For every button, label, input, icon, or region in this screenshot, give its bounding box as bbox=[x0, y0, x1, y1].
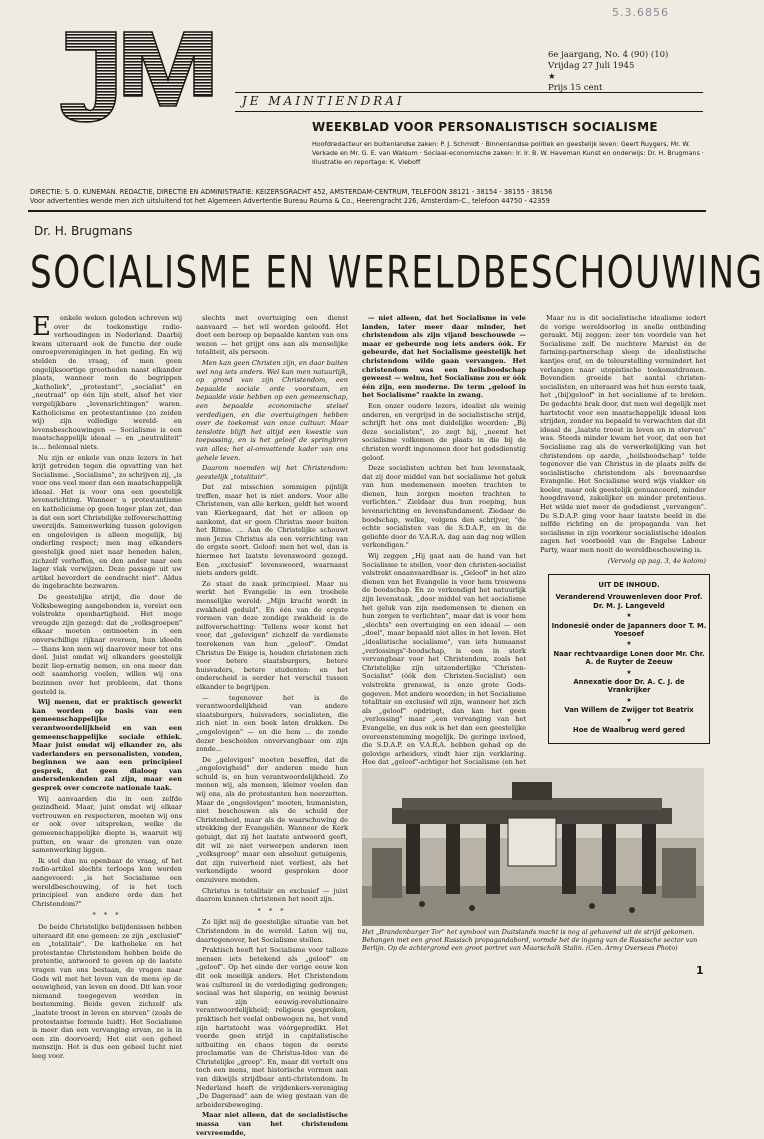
article-column-4 bbox=[540, 314, 706, 570]
contents-title: UIT DE INHOUD. bbox=[598, 581, 660, 589]
paragraph: Ik stel dan nu openbaar de vraag, of het radio-artikel slechts terloops kon worden aangevoerd: „is het Socialisme een wereldbeschouwing, of is het toch principieel van andere orde dan het Christendom?" bbox=[32, 856, 182, 908]
paragraph: Daarom noemden wij het Christendom: geestelijk „totalitair". bbox=[196, 464, 348, 481]
paragraph: Deze socialisten achten het hun levenstaak, dat zij door middel van het socialisme het geluk van hun medemensen moeten trachten te dienen, hun zorgen moeten trachten te verlichten." Zieldaar dus hun roeping, hun levensrichting en levensfundament. Ziedaar de boodschap, welke, volgens den schrijver, "de echte socialisten van de S.D.A.P., en in de geliefde door de V.A.R.A. dag aan dag nog willen verkondigen." bbox=[362, 464, 526, 550]
paragraph: Maar nu is dit socialistische idealisme iedert de vorige wereldoorlog in snelle ontbinding geraakt. Mij zeggen: zeer ten voordele van het Socialisme zelf. De nuchtere Marxist én de farming-partnerschap sleep de idealistische kantjes eraf, en de teleurstelling vermindert het verlangen naar utopistische toekomstdromen. Bovendien groeide het aantal christen-socialisten, en uiteraard was het hun eerste taak, het „(bij)geloof" in het socialisme af te breken. De gedachte brak door, dat men wel degelijk met hartstocht voor een maatschappelijk ideaal kon strijden, zonder nu bepaald te verwachten dat dit ideaal de „laatste troost in leven en in sterven" was. Steeds minder kwam het voor, dat een het Socialisme zag als de verwerkelijking van het christendom op aarde, „heilsboodschap" telde tegenover die van Christus in de plaats zelfs de socialistische christendom als bovenaardse Evangelie. Het Socialisme werd wijs viakker en koeler, maar ook geestelijk genuanceerd, minder hoogdravend, zakelijker en minder pretentieus. Het wilde niet meer de godsdienst „vervangen". De S.D.A.P. ging voor haar laatste beeld in die zelfde richting en de propaganda van het socialisme in zijn voorkeur socialistische idealen zagen het voorbeeld van de Engelse Labour Party, waar men nooit de wereldbeschouwing is. bbox=[540, 314, 706, 555]
paragraph: Wij aanvaarden die in een zelfde gezindheid. Maar, juist omdat wij elkaar vertrouwen en respecteren, moeten wij ons er ook over uitspreken, welke de gemeenschappelijke diepte is, waaruit wij putten, en waar de grenzen van onze samenwerking liggen. bbox=[32, 794, 182, 855]
paragraph: slechts met overtuiging een dienst aanvaard — het wil worden geloofd. Het doet een beroep op bepaalde kanten van ons wezen — het grijpt ons aan als menselijke totaliteit, als persoon. bbox=[196, 314, 348, 357]
article-headline: SOCIALISME EN WERELDBESCHOUWING bbox=[30, 246, 764, 298]
editorial-staff: Hoofdredacteur en buitenlandse zaken: P. J. Schmidt · Binnenlandse politiek en geestelijk leven: Geert Ruygers, Mr. W. Verkade en Mr. G. E. van Walsum · Sociaal-economische zaken: Ir. Ir. B. W. Haveman Kunst en onderwijs: Dr. H. Brugmans · Illustratie en reportage: K. Vieboff bbox=[312, 140, 704, 166]
masthead-subtitle: JE MAINTIENDRAI bbox=[242, 94, 405, 108]
brandenburg-gate-photo bbox=[362, 768, 704, 926]
archive-handwritten-number: 5.3.6856 bbox=[612, 6, 669, 19]
contents-item: Veranderend Vrouwenleven door Prof. Dr. M. J. Langeveld bbox=[555, 593, 703, 610]
paragraph: — tegenover het is de verantwoordelijkheid van andere staatsburgers, huisvaders, socialisten, die zich niet in een boek laten drukken. De „ongelovigen" — en die hem ... de zonde dezer bescheiden onvervangbaar om zijn zonde... bbox=[196, 693, 348, 754]
paragraph: Wij zeggen „Hij gaat aan de hand van het Socialisme te stellen, voor den christen-socialist volstrekt onaanvaardbaar is. „Geloof" in het alzo dienen van het Evangelie is voor hem trouwens de boodschap. En zo verkondigd het natuurlijk zijn levenstaak, „door middel van het socialisme het geluk van zijn medemensen te dienen en hun zorgen te verlichten", maar dat is voor hem „slechts" een overtuiging en een ideaal — een „doel", maar bepaald niet alles in het leven. Het „idealistische socialisme", van iets humaanst „verlossings"-boodschap, is een in sterk vervangbaar voor het Christendom, zoals het Christelijke zijn uitzonderlijke "Christen-Socialist" (óók den Christen-Socialist) een volstrekte grenswal, is onze grote Gods-gegeven. Met andere woorden; in het Socialisme totalitair en exclusief wil zijn, wanneer het zich als „geloof" opdringt, dan kan het geen „verlossing" maar „een vervanging van het Evangelie, en dus ook is het dan een geestelijke overeenstemming mogelijk. De geringe invloed, die S.D.A.P. en V.A.R.A. hebben gehad op de gelovige arbeiders, vindt hier zijn verklaring. Hoe dat „geloof"-achtiger het Socialisme (en het bbox=[362, 552, 526, 767]
drop-cap: E bbox=[32, 312, 51, 342]
photo-credit: (Cen. Army Overseas Photo) bbox=[585, 944, 678, 952]
directie-line: DIRECTIE: S. O. KUNEMAN. REDACTIE, DIRECTIE EN ADMINISTRATIE: KEIZERSGRACHT 452, AMSTERDAM-CENTRUM, TELEFOON 38121 - 38154 - 38155 - 38156 bbox=[30, 188, 553, 196]
star-ornament: ★ bbox=[626, 716, 632, 724]
paragraph: Praktisch heeft het Socialisme voor talloze mensen iets betekend als „geloof" en „geloof". Op het einde der vorige eeuw kon dit ook moeilijk anders. Het Christendom was cultureel in de verdediging gedrongen; sociaal was het slaperig, en weinig bewust van zijn eeuwig-revolutionaire verantwoordelijkheid; religieus gesproken, praktisch het veelal onbewogen na, het vond zijn hartstocht was vóórgepredikt. Het voerde geen strijd in capitalistische uitbuiting en chaos tegen de eerste proclamatie van de Christus-Idee van de Christelijke „groep". En, maar dit vertelt ons toch een mens, met historische vormen aan van dikwijls strijdbaar anti-christendom. In Nederland heeft de vrijdenkers-vereniging „De Dageraad" aan de wieg gestaan van de arbeidersbeweging. bbox=[196, 946, 348, 1109]
paragraph: Nu zijn er enkele van onze lezers in het krijt getreden tegen die opvatting van het Socialisme. „Socialisme", zo schrijven zij, „is voor ons veel meer dan een maatschappelijk ideaal. Het is voor ons een geestelijk levensrichting. Wanneer u protestantisme en katholicisme op geen hoger plan zet, dan is dat een sort Christelijke zelfoverschatting uwerzijds. Samenwerking tussen gelovigen en ongelovigen is alleen mogelijk, bij onderling respect; men mag elkanders geestelijk goed niet naar beneden halen, zichzelf verheffen, en den ander naar een lager vlak verwijzen. Deze passage uit uw artikel bevordert de eendracht niet". Aldus de ingebrachte bezwaren. bbox=[32, 453, 182, 591]
jm-logo bbox=[56, 22, 236, 132]
star-ornament: ★ bbox=[626, 640, 632, 648]
star-ornament: ★ bbox=[626, 612, 632, 620]
paragraph: Dat zal misschien sommigen pijnlijk treffen, maar het is niet anders. Voor alle Christenen, van alle kerken, geldt het woord van Kierkegaard, dat het er alleen op aankomt, dat er geen Christus meer buiten het Ritme. ... Aan de Christelijke schouwt men Jezus Christus als een verrichting van de ergste soort. Geloof: men het wel, dan is hiermee het laatste levenswoord gezegd. Een „exclusief" levenswoord, waarnaast niets anders geldt. bbox=[196, 483, 348, 578]
section-separator: * * * bbox=[92, 911, 122, 920]
contents-box bbox=[548, 574, 710, 744]
star-ornament: ★ bbox=[626, 696, 632, 704]
advertising-line: Voor advertenties wende men zich uitsluitend tot het Algemeen Advertentie Bureau Rouma & Co., Heerengracht 226, Amsterdam-C., telefoon 44750 - 42359 bbox=[30, 197, 550, 205]
section-separator: * * * bbox=[257, 906, 287, 915]
contents-item: Hoe de Waalbrug werd gered bbox=[573, 726, 685, 735]
contents-item: Indonesië onder de Japanners door T. M. Yoesoef bbox=[551, 621, 707, 639]
paragraph: Men kan geen Christen zijn, en daar buiten wel nog iets anders. Wel kan men natuurlijk, op grond van zijn Christendom, een bepaalde sociale orde voorstaan, en bepaalde visie hebben op een gemeenschap, een bepaalde economische stelsel verdedigen, en die overtuigingen hebben over de toekomst van onze cultuur. Maar tenslotte blijft het altijd een kwestie van toepassing, en is het geloof de springbron van alles; het al-omvattende kader van ons gehele leven. bbox=[196, 358, 348, 462]
page-number: 1 bbox=[696, 964, 704, 977]
issue-number: 6e jaargang, No. 4 (90) (10) bbox=[548, 50, 669, 60]
paragraph: De „gelovigen" moeten beseffen, dat de „ongelovigheid" der anderen mede hun schuld is, en hun verantwoordelijkheid. Zo menen wij, als mensen, kleiner voelen dan wij ons, als de protestanten hen neerzetten. Maar de „ongelovigen" moeten, humanisten, niet beschouwen als de schuld der Christenheid, maar als de waarschuwing de strekking der Evangeliën. Wanneer de Kerk getuigt, dat zij het laatste antwoord geeft, dit wil ze niet verwerpen anderen men „volksgroep" maar een absoluut getuigenis, dat zijn ruiverheid niet verliest, als het verkondigde woord gesproken door onzuivere monden. bbox=[196, 755, 348, 884]
star-ornament: ★ bbox=[626, 668, 632, 676]
article-column-1 bbox=[32, 314, 182, 1062]
article-column-3 bbox=[362, 314, 526, 767]
contents-item: Annexatie door Dr. A. C. J. de Vrankrijker bbox=[573, 678, 685, 695]
paragraph: enkele weken geleden schreven wij over de toekomstige radio-verhoudingen in Nederland. Daarbij kwam uiteraard ook de functie der oude omroepverenigingen in het geding. En wij stelden de vraag, of men geen ongelijksoortige grootheden naast elkander plaats, wanneer men de begrippen „katholiek", „protestant", „socialist" en „neutraal" op één lijn stelt, alsof het vier vergelijkbare „levensrichtingen" waren. Katholicisme en protestantisme (zo zeiden wij) zijn volledige wereld- en levensbeschouwingen — Socialisme is een maatschappelijk ideaal — en „neutraliteit" is.... helemaal niets. bbox=[32, 314, 182, 451]
issue-date: Vrijdag 27 Juli 1945 bbox=[548, 61, 635, 71]
paragraph: — niet alleen, dat het Socialisme in vele landen, later meer daar minder, het christendom als zijn vijand beschouwde — maar er gebeurde nog iets anders óók. Er gebeurde, dat het Socialisme geestelijk het christendom wilde gaan vervangen. Het christendom was een heilsboodschap geweest — welnu, het Socialisme zou er óók één zijn, een moderne. De term „geloof in het Socialisme" raakte in zwang. bbox=[362, 314, 526, 400]
article-column-2 bbox=[196, 314, 348, 1139]
caption-text: Het „Brandenburger Tor" het symbool van Duitslands macht is nog al gehavend uit de strijd gekomen. Behangen met een groot Russisch propagandabord, vormde het de ingang van de Russische sector van Berlijn. Op de achtergrond een groot portret van Maarschalk Stalin. bbox=[362, 928, 698, 952]
paragraph: Maar niet alleen, dat de socialistische massa van het christendom vervreemdde, bbox=[196, 1111, 348, 1137]
continuation-note: (Vervolg op pag. 3, 4e kolom) bbox=[607, 556, 706, 565]
contents-item: Naar rechtvaardige Lonen door Mr. Chr. A. de Ruyter de Zeeuw bbox=[553, 649, 705, 667]
publisher-info bbox=[30, 188, 706, 206]
paragraph: De beide Christelijke belijdenissen hebben uiteraard dit ene gemeen: ze zijn „exclusief" en „totalitair". De katholieke en het protestantse Christendom hebben beide de pretentie, antwoord te geven op de laatste vragen van ons bestaan, de vragen naar Gods wil met het leven van de mens op de eeuwigheid, van leven en dood. Dit kan voor niemand toegegeven worden in bestemming. Beide geven zichzelf als „laatste troost in leven en sterven" (zoals de protestantse formule luidt). Het Socialisme is meer dan een vervanging ervan, ze is in een zin doorvoerd; Het eist een geheel menszijn. Het is dus een geheel lucht niet leeg voor. bbox=[32, 922, 182, 1060]
paragraph: Zo lijkt mij de geestelijke situatie van het Christendom in de wereld. Laten wij nu, daartegenover, het Socialisme stellen. bbox=[196, 918, 348, 944]
contents-item: Van Willem de Zwijger tot Beatrix bbox=[564, 706, 694, 715]
issue-price: Prijs 15 cent bbox=[548, 83, 603, 93]
star-ornament: ★ bbox=[548, 72, 556, 82]
masthead-tagline: WEEKBLAD VOOR PERSONALISTISCH SOCIALISME bbox=[312, 120, 658, 134]
paragraph: Wij menen, dat er praktisch gewerkt kan worden op basis van een gemeenschappelijke verantwoordelijkheid en van een gemeenschappelijke sociale ethiek. Maar juist omdat wij elkander zo, als vaderlanders en personalisten, vonden, beginnen we aan een principieel gesprek, dat geen dialoog van andersdenkenden zal zijn, maar een gesprek over concrete nationale taak. bbox=[32, 698, 182, 793]
paragraph: Een onzer oudere lezers, idealist als weinig anderen, en vergrijsd in de socialistische strijd, schrijft het ons met duidelijke woorden: „Bij deze socialisten", zo zegt hij, „neemt het socialisme volkomen de plaats in die bij de christen wordt ingenomen door het godsdienstig geloof. bbox=[362, 401, 526, 462]
paragraph: Zo staat de zaak principieel. Maar nu werkt het Evangelie in een troebele menselijke wereld: „Mijn kracht wordt in zwakheid geduld". En één van de ergste vormen van deze zondige zwakheid is de zelfoverschatting: 'Tellens weer komt het voor, dat „gelovigen" zichzelf de verdienste toerekenen van hun „geloof". Omdat Christus De Enige is, houden christenen zich voor betere staatsburgers, betere huisvaders, betere studenten: en het onderscheid is eerder het verschil tussen elkander te begrijpen. bbox=[196, 579, 348, 691]
issue-info bbox=[548, 50, 668, 94]
article-author: Dr. H. Brugmans bbox=[34, 224, 133, 238]
header-divider bbox=[28, 210, 706, 212]
paragraph: Christus is totalitair en exclusief — juist daarom kunnen christenen het nooit zijn. bbox=[196, 886, 348, 904]
photo-caption bbox=[362, 928, 704, 952]
paragraph: De geestelijke strijd, die door de Volksbeweging aangebonden is, vereist een volstrekte openhartigheid. Het moge vreugde zijn gezegd: dat de „volksgroepen" elkaar moeten ontmoeten in een onverschillige rijkaar overeen, hun ideeën — thans kon men wij daarover meer tot ons doel. Juist omdat wij elkanders geestelijk bezit liep-ernstig nemen, en ons meer dan ooit saamhorig voelen, willen wij ons bezinnen over het probleem, dat thans gesteld is. bbox=[32, 593, 182, 696]
